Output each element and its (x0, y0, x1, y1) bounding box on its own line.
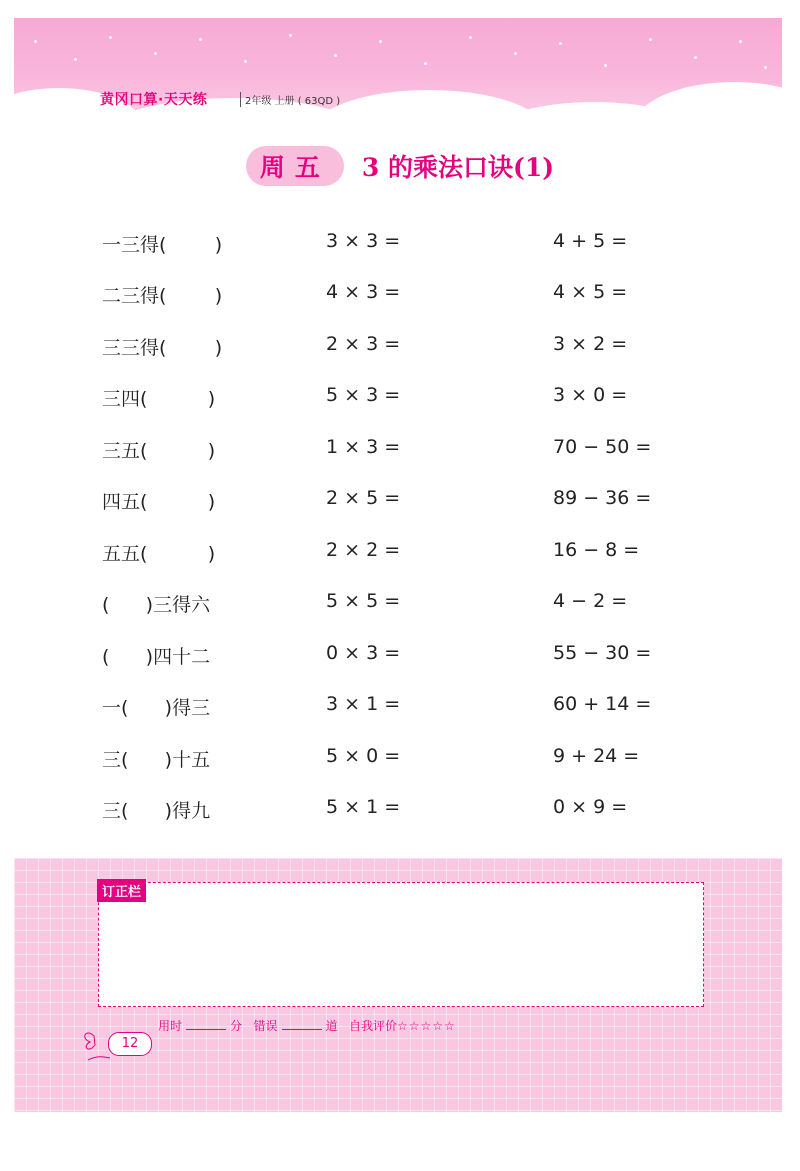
chant-item: ( )四十二 (102, 646, 211, 668)
brand-title: 黄冈口算·天天练 (100, 92, 208, 108)
time-label: 用时 (158, 1019, 183, 1033)
arithmetic-item: 60 + 14 = (553, 693, 652, 715)
chant-item: 三四( ) (102, 388, 216, 410)
chant-item: 一( )得三 (102, 697, 211, 719)
multiplication-item: 4 × 3 = (326, 281, 401, 303)
rating-stars-icon[interactable]: ☆☆☆☆☆ (396, 1019, 456, 1033)
grade-label: 2年级 上册 ( 63QD ) (240, 92, 340, 107)
chant-item: 四五( ) (102, 491, 216, 513)
chant-item: 二三得( ) (102, 285, 223, 307)
chant-item: 三( )得九 (102, 800, 211, 822)
exercise-row (0, 216, 800, 268)
topic-title: 3 的乘法口诀(1) (361, 153, 555, 182)
arithmetic-item: 0 × 9 = (553, 796, 628, 818)
chant-item: 三三得( ) (102, 337, 223, 359)
exercise-row (0, 422, 800, 474)
exercise-row (0, 370, 800, 422)
exercise-row (0, 782, 800, 834)
exercise-row (0, 525, 800, 577)
arithmetic-item: 55 − 30 = (553, 642, 652, 664)
header-banner (14, 18, 782, 128)
multiplication-item: 2 × 5 = (326, 487, 401, 509)
multiplication-item: 1 × 3 = (326, 436, 401, 458)
multiplication-item: 5 × 0 = (326, 745, 401, 767)
chant-item: ( )三得六 (102, 594, 211, 616)
arithmetic-item: 4 + 5 = (553, 230, 628, 252)
day-badge: 周五 (246, 146, 344, 186)
error-blank[interactable] (282, 1017, 322, 1030)
multiplication-item: 2 × 3 = (326, 333, 401, 355)
exercise-row (0, 267, 800, 319)
arithmetic-item: 89 − 36 = (553, 487, 652, 509)
exercise-row (0, 319, 800, 371)
arithmetic-item: 3 × 0 = (553, 384, 628, 406)
arithmetic-item: 16 − 8 = (553, 539, 640, 561)
chant-item: 五五( ) (102, 543, 216, 565)
multiplication-item: 5 × 5 = (326, 590, 401, 612)
arithmetic-item: 70 − 50 = (553, 436, 652, 458)
arithmetic-item: 9 + 24 = (553, 745, 640, 767)
multiplication-item: 2 × 2 = (326, 539, 401, 561)
correction-box[interactable] (98, 882, 704, 1007)
page-title (0, 146, 800, 186)
time-unit: 分 (230, 1019, 243, 1033)
exercise-row (0, 576, 800, 628)
multiplication-item: 3 × 1 = (326, 693, 401, 715)
exercise-row (0, 679, 800, 731)
self-eval-label: 自我评价 (348, 1019, 397, 1033)
multiplication-item: 5 × 3 = (326, 384, 401, 406)
chant-item: 一三得( ) (102, 234, 223, 256)
multiplication-item: 5 × 1 = (326, 796, 401, 818)
page-number: 12 (108, 1032, 152, 1056)
multiplication-item: 3 × 3 = (326, 230, 401, 252)
chant-item: 三五( ) (102, 440, 216, 462)
arithmetic-item: 3 × 2 = (553, 333, 628, 355)
exercise-row (0, 731, 800, 783)
page-number-badge (78, 1026, 158, 1066)
footer-record (158, 1017, 456, 1034)
chant-item: 三( )十五 (102, 749, 211, 771)
time-blank[interactable] (186, 1017, 226, 1030)
exercise-row (0, 628, 800, 680)
multiplication-item: 0 × 3 = (326, 642, 401, 664)
error-unit: 道 (325, 1019, 338, 1033)
error-label: 错误 (253, 1019, 278, 1033)
arithmetic-item: 4 × 5 = (553, 281, 628, 303)
arithmetic-item: 4 − 2 = (553, 590, 628, 612)
exercise-row (0, 473, 800, 525)
correction-label: 订正栏 (97, 879, 146, 902)
